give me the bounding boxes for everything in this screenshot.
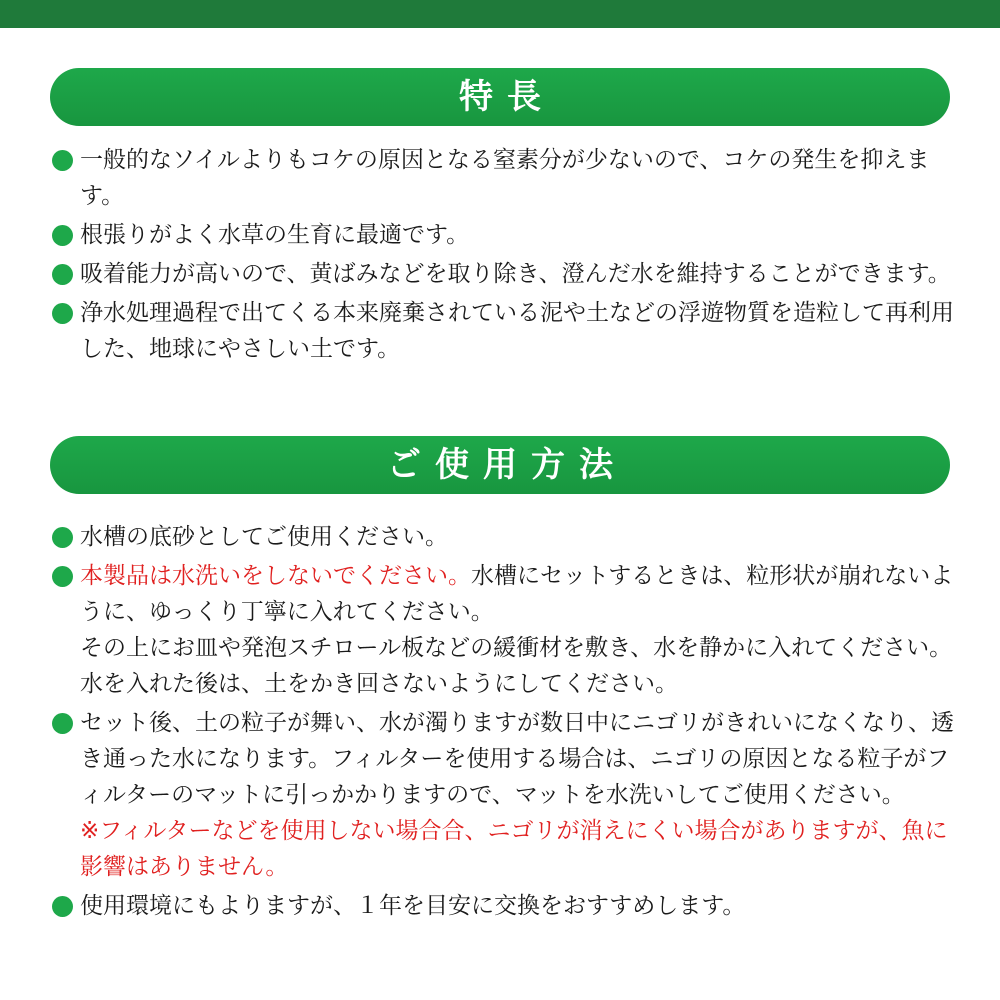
feature-text: 浄水処理過程で出てくる本来廃棄されている泥や土などの浮遊物質を造粒して再利用した、地球にやさしい土です。	[80, 300, 954, 362]
bullet-icon	[52, 566, 73, 587]
bullet-icon	[52, 225, 73, 246]
usage-item	[50, 558, 955, 702]
feature-item	[50, 142, 955, 214]
warning-note: ※フィルターなどを使用しない場合合、ニゴリが消えにくい場合がありますが、魚に影響はありません。	[80, 818, 948, 880]
top-bar	[0, 0, 1000, 28]
bullet-icon	[52, 264, 73, 285]
bullet-icon	[52, 303, 73, 324]
usage-item	[50, 519, 955, 555]
bullet-icon	[52, 713, 73, 734]
usage-list	[50, 519, 955, 927]
bullet-icon	[52, 896, 73, 917]
feature-item	[50, 217, 955, 253]
features-list	[50, 142, 955, 370]
feature-text: 根張りがよく水草の生育に最適です。	[80, 222, 470, 248]
usage-text: セット後、土の粒子が舞い、水が濁りますが数日中にニゴリがきれいになくなり、透き通った水になります。フィルターを使用する場合は、ニゴリの原因となる粒子がフィルターのマットに引っかかりますので、マットを水洗いしてご使用ください。	[80, 710, 954, 808]
features-header: 特長	[50, 68, 950, 126]
usage-item	[50, 705, 955, 885]
bullet-icon	[52, 150, 73, 171]
usage-header: ご使用方法	[50, 436, 950, 494]
feature-text: 吸着能力が高いので、黄ばみなどを取り除き、澄んだ水を維持することができます。	[80, 261, 951, 287]
usage-text: 水槽の底砂としてご使用ください。	[80, 524, 448, 550]
usage-text: 水槽にセットするときは、粒形状が崩れないように、ゆっくり丁寧に入れてください。	[80, 563, 954, 625]
warning-text: 本製品は水洗いをしないでください。	[80, 563, 471, 589]
feature-item	[50, 295, 955, 367]
usage-item	[50, 888, 955, 924]
feature-text: 一般的なソイルよりもコケの原因となる窒素分が少ないので、コケの発生を抑えます。	[80, 147, 930, 209]
feature-item	[50, 256, 955, 292]
usage-paragraph: その上にお皿や発泡スチロール板などの緩衝材を敷き、水を静かに入れてください。水を入れた後は、土をかき回さないようにしてください。	[80, 635, 953, 697]
usage-text: 使用環境にもよりますが、１年を目安に交換をおすすめします。	[80, 893, 746, 919]
bullet-icon	[52, 527, 73, 548]
